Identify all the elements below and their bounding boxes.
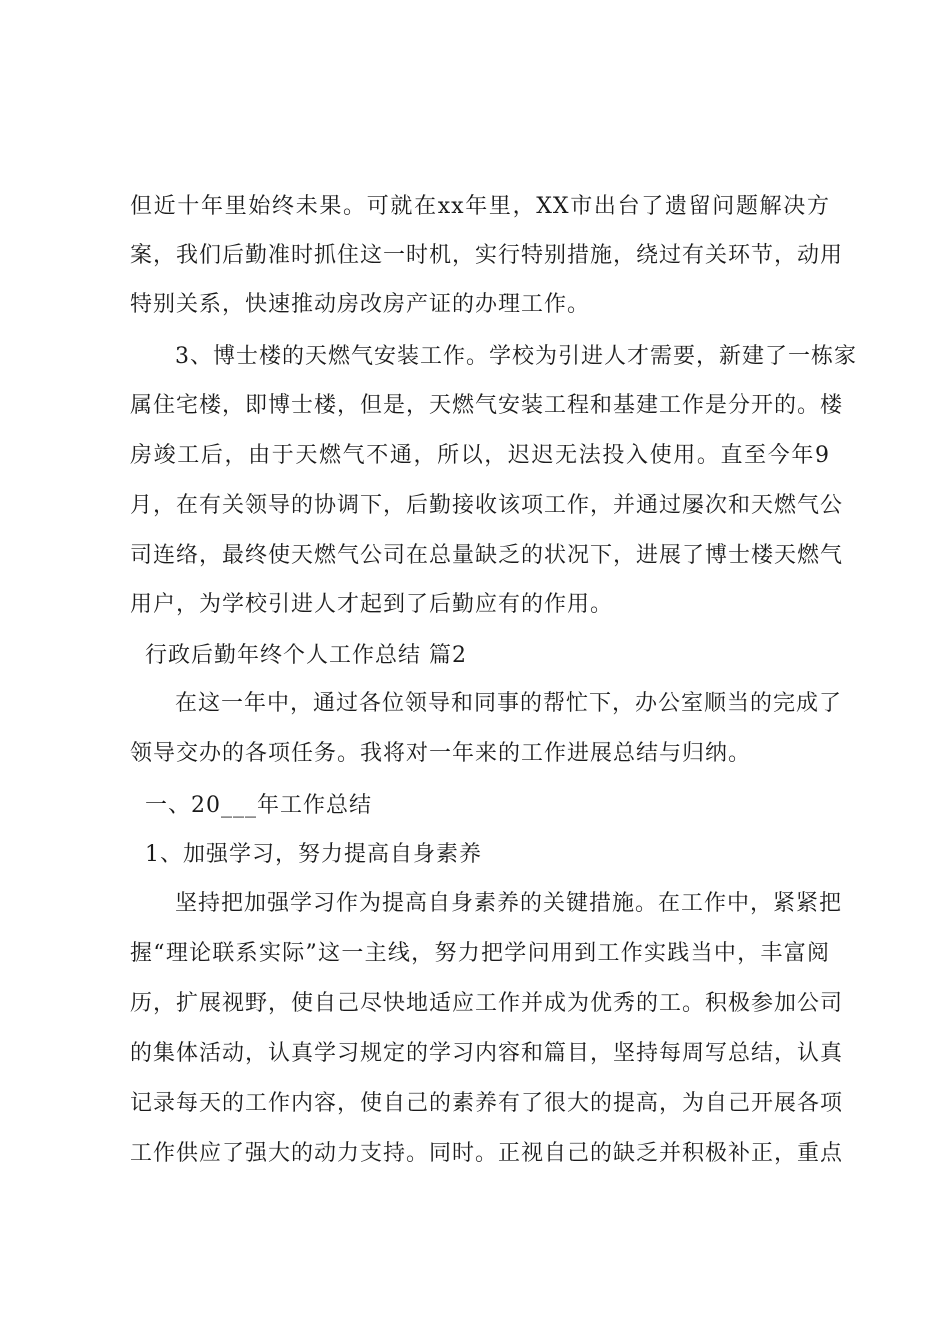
paragraph-line: 坚持把加强学习作为提高自身素养的关键措施。在工作中，紧紧把 (175, 891, 843, 916)
paragraph-line: 工作供应了强大的动力支持。同时。正视自己的缺乏并积极补正，重点 (130, 1141, 844, 1166)
paragraph-line: 属住宅楼，即博士楼，但是，天燃气安装工程和基建工作是分开的。楼 (130, 393, 844, 418)
paragraph-line: 记录每天的工作内容，使自己的素养有了很大的提高，为自己开展各项 (130, 1091, 844, 1116)
paragraph-line: 特别关系，快速推动房改房产证的办理工作。 (130, 292, 591, 317)
subsection-heading: 1、加强学习，努力提高自身素养 (145, 842, 482, 867)
section-heading: 一、20___年工作总结 (145, 793, 372, 818)
section-title: 行政后勤年终个人工作总结 篇2 (145, 643, 467, 668)
paragraph-line: 握“理论联系实际”这一主线，努力把学问用到工作实践当中，丰富阅 (130, 941, 830, 966)
paragraph-line: 但近十年里始终未果。可就在xx年里，XX市出台了遗留问题解决方 (130, 194, 830, 219)
paragraph-line: 月，在有关领导的协调下，后勤接收该项工作，并通过屡次和天燃气公 (130, 493, 844, 518)
paragraph-line: 司连络，最终使天燃气公司在总量缺乏的状况下，进展了博士楼天燃气 (130, 543, 844, 568)
paragraph-line: 案，我们后勤准时抓住这一时机，实行特别措施，绕过有关环节，动用 (130, 243, 844, 268)
paragraph-line: 的集体活动，认真学习规定的学习内容和篇目，坚持每周写总结，认真 (130, 1041, 844, 1066)
paragraph-line: 领导交办的各项任务。我将对一年来的工作进展总结与归纳。 (130, 741, 752, 766)
paragraph-line: 在这一年中，通过各位领导和同事的帮忙下，办公室顺当的完成了 (175, 691, 843, 716)
paragraph-line: 历，扩展视野，使自己尽快地适应工作并成为优秀的工。积极参加公司 (130, 991, 844, 1016)
paragraph-line: 房竣工后，由于天燃气不通，所以，迟迟无法投入使用。直至今年9 (130, 443, 830, 468)
paragraph-line: 用户，为学校引进人才起到了后勤应有的作用。 (130, 592, 614, 617)
paragraph-line: 3、博士楼的天燃气安装工作。学校为引进人才需要，新建了一栋家 (175, 344, 857, 369)
